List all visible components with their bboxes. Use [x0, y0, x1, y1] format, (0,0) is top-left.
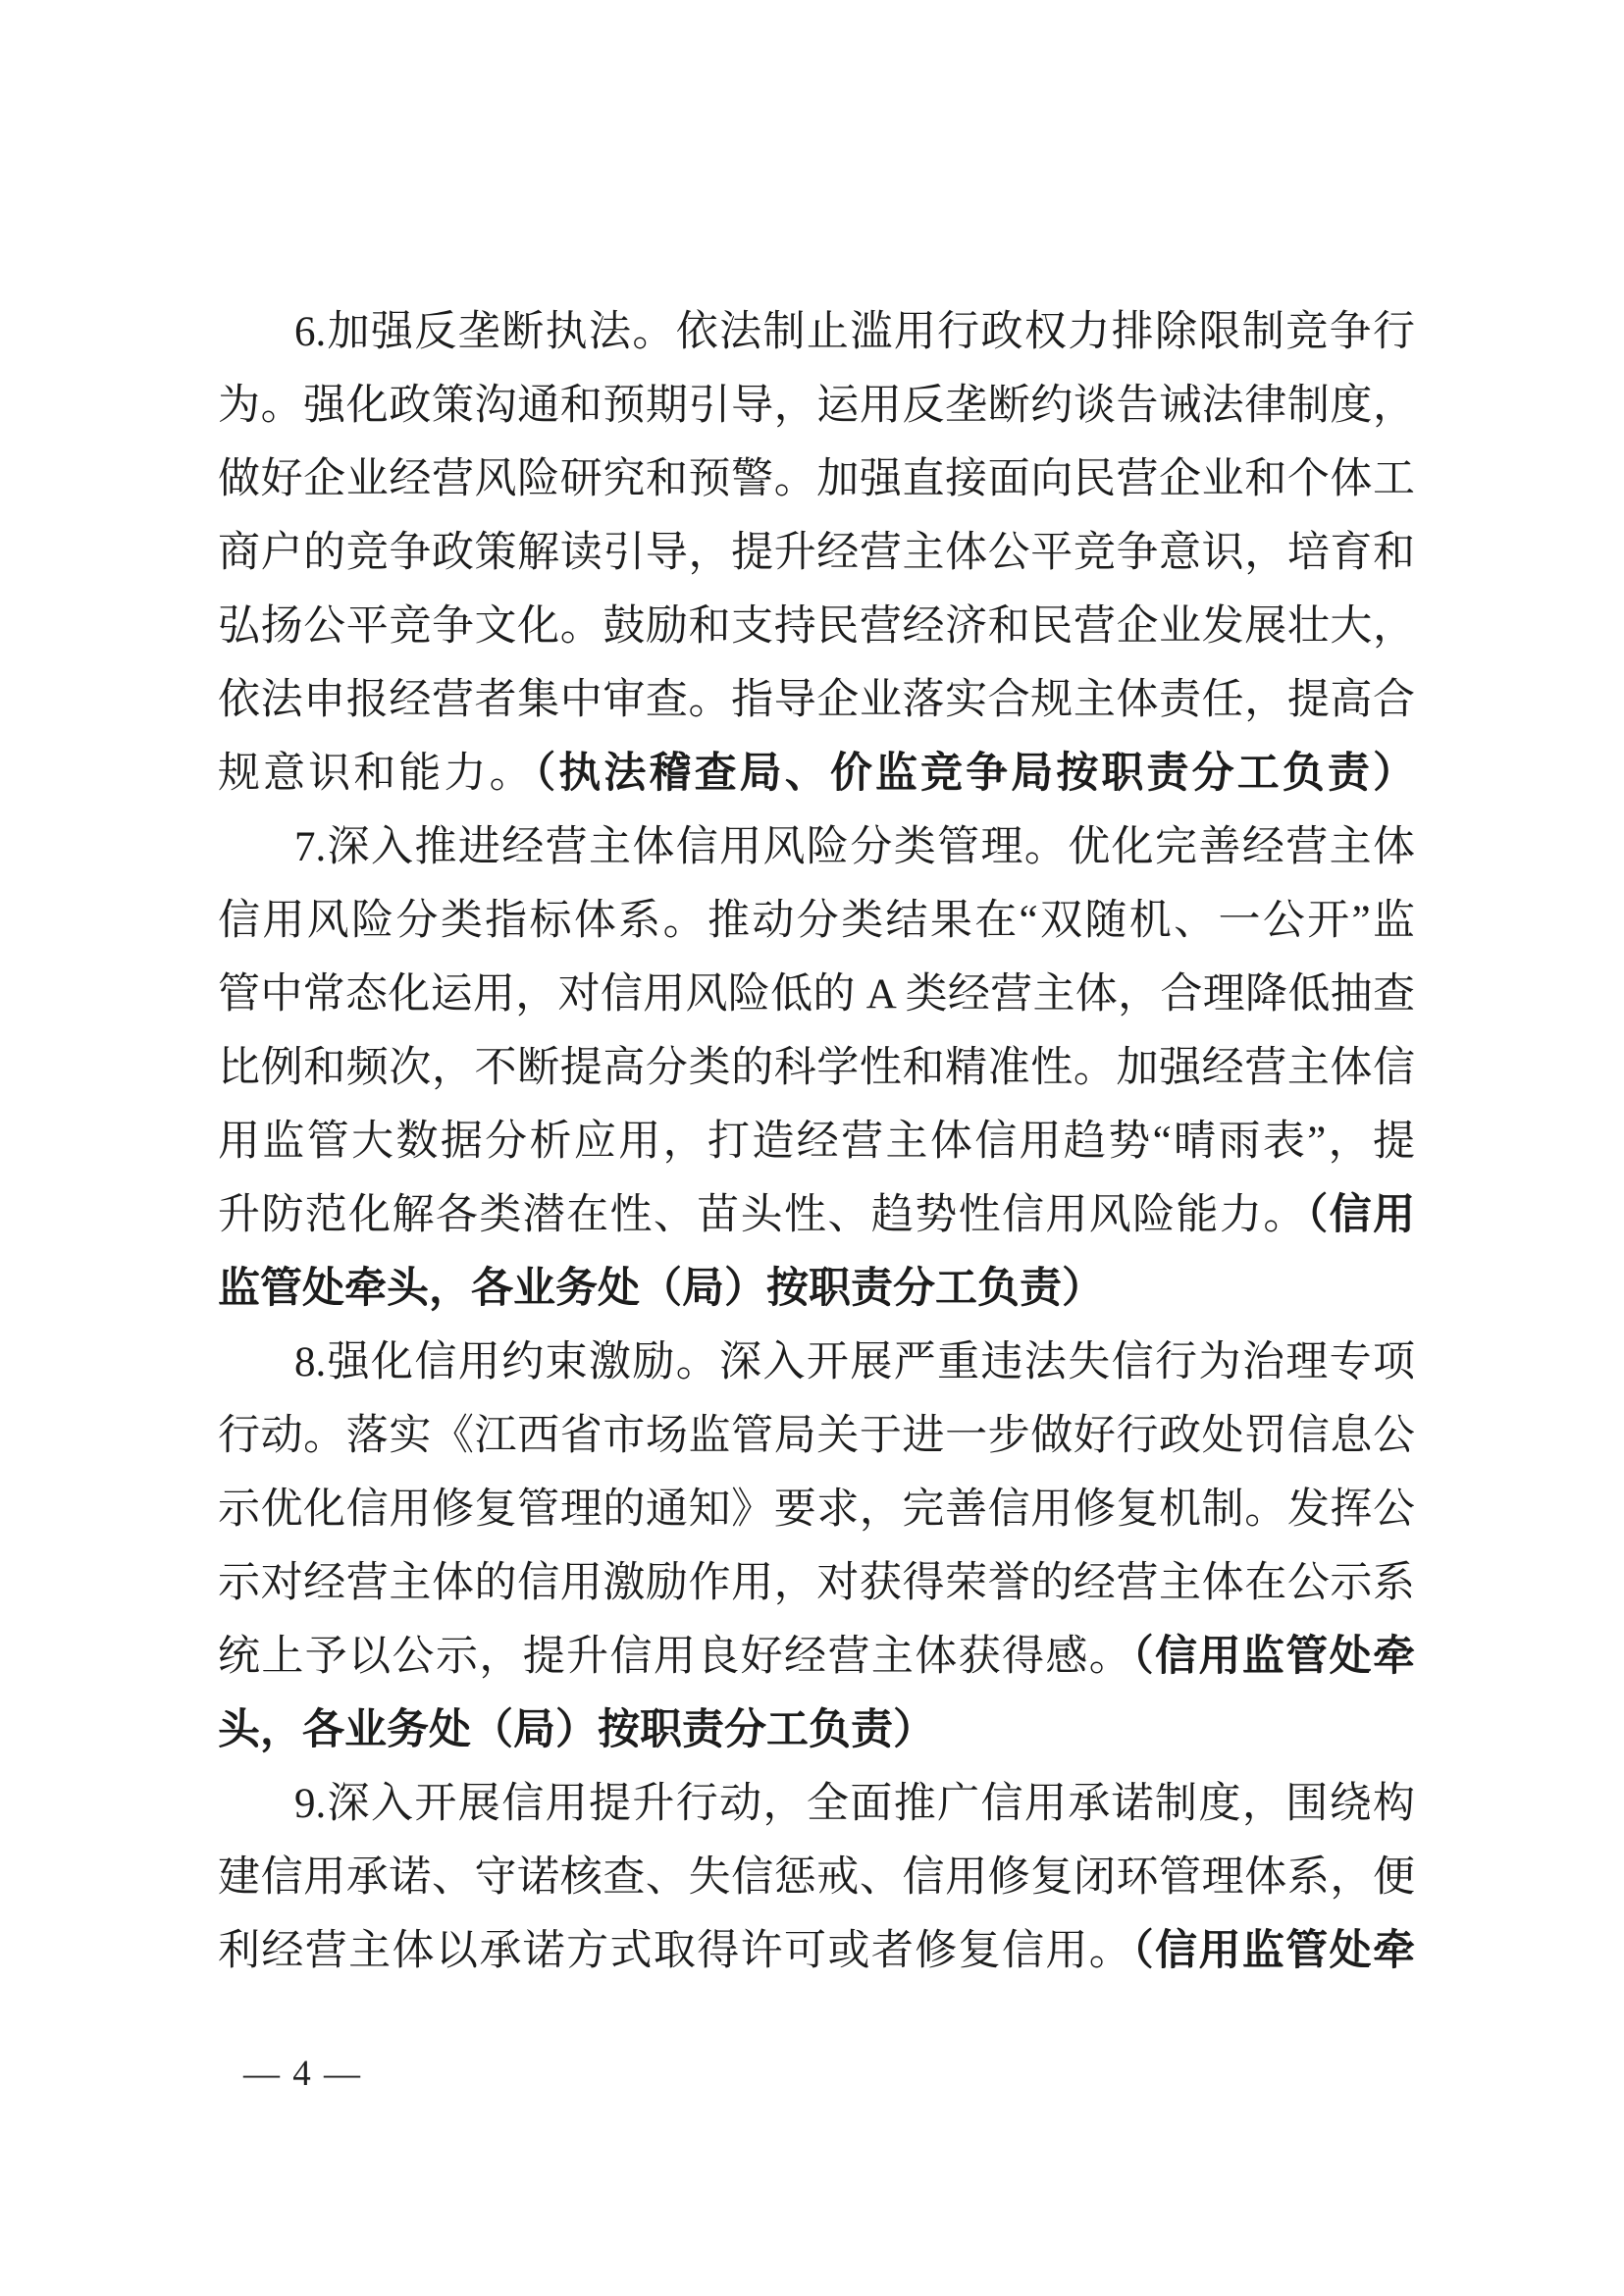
text-line	[218, 295, 1415, 369]
body-text: 9.深入开展信用提升行动，全面推广信用承诺制度，围绕构	[294, 1781, 1415, 1827]
text-line	[218, 443, 1415, 516]
page-number: — 4 —	[243, 2054, 362, 2094]
text-line	[218, 1914, 1415, 1988]
body-text: 信用风险分类指标体系。推动分类结果在“双随机、一公开”监	[218, 898, 1415, 944]
text-line	[218, 884, 1415, 958]
text-line	[218, 1031, 1415, 1105]
responsibility-annotation: （信用监管处牵	[1132, 1634, 1415, 1680]
text-line	[218, 810, 1415, 884]
text-line	[218, 1326, 1415, 1399]
text-line	[218, 958, 1415, 1031]
text-line	[218, 1546, 1415, 1620]
body-text: 弘扬公平竞争文化。鼓励和支持民营经济和民营企业发展壮大，	[218, 603, 1415, 650]
text-line	[218, 737, 1415, 810]
body-text: 管中常态化运用，对信用风险低的 A 类经营主体，合理降低抽查	[218, 971, 1415, 1018]
body-text: 规意识和能力。	[218, 751, 535, 797]
body-text: 示优化信用修复管理的通知》要求，完善信用修复机制。发挥公	[218, 1487, 1415, 1533]
responsibility-annotation: 头，各业务处（局）按职责分工负责）	[218, 1707, 935, 1753]
body-text: 统上予以公示，提升信用良好经营主体获得感。	[218, 1634, 1133, 1680]
body-text: 为。强化政策沟通和预期引导，运用反垄断约谈告诫法律制度，	[218, 383, 1415, 429]
text-line	[218, 369, 1415, 443]
body-text: 做好企业经营风险研究和预警。加强直接面向民营企业和个体工	[218, 456, 1415, 502]
text-line	[218, 1841, 1415, 1914]
text-line	[218, 1178, 1415, 1252]
text-line	[218, 590, 1415, 663]
body-text: 依法申报经营者集中审查。指导企业落实合规主体责任，提高合	[218, 677, 1415, 723]
responsibility-annotation: 监管处牵头，各业务处（局）按职责分工负责）	[218, 1266, 1104, 1312]
body-text: 升防范化解各类潜在性、苗头性、趋势性信用风险能力。	[218, 1192, 1307, 1238]
text-line	[218, 1620, 1415, 1694]
body-text: 6.加强反垄断执法。依法制止滥用行政权力排除限制竞争行	[294, 309, 1415, 355]
body-text: 8.强化信用约束激励。深入开展严重违法失信行为治理专项	[294, 1339, 1415, 1385]
responsibility-annotation: （执法稽查局、价监竞争局按职责分工负责）	[534, 751, 1415, 797]
text-line	[218, 1399, 1415, 1473]
responsibility-annotation: （信用	[1306, 1192, 1415, 1238]
text-line	[218, 516, 1415, 590]
responsibility-annotation: （信用监管处牵	[1132, 1928, 1415, 1974]
text-line	[218, 1473, 1415, 1546]
text-line	[218, 1105, 1415, 1178]
body-text: 用监管大数据分析应用，打造经营主体信用趋势“晴雨表”，提	[218, 1119, 1415, 1165]
body-text: 建信用承诺、守诺核查、失信惩戒、信用修复闭环管理体系，便	[218, 1854, 1415, 1901]
text-line	[218, 1252, 1415, 1326]
body-text: 行动。落实《江西省市场监管局关于进一步做好行政处罚信息公	[218, 1413, 1415, 1459]
body-text: 7.深入推进经营主体信用风险分类管理。优化完善经营主体	[294, 824, 1415, 870]
body-text: 示对经营主体的信用激励作用，对获得荣誉的经营主体在公示系	[218, 1560, 1415, 1606]
body-text: 比例和频次，不断提高分类的科学性和精准性。加强经营主体信	[218, 1045, 1415, 1091]
body-text: 商户的竞争政策解读引导，提升经营主体公平竞争意识，培育和	[218, 530, 1415, 576]
text-line	[218, 1694, 1415, 1767]
text-line	[218, 663, 1415, 737]
document-body	[218, 295, 1415, 1988]
text-line	[218, 1767, 1415, 1841]
body-text: 利经营主体以承诺方式取得许可或者修复信用。	[218, 1928, 1133, 1974]
